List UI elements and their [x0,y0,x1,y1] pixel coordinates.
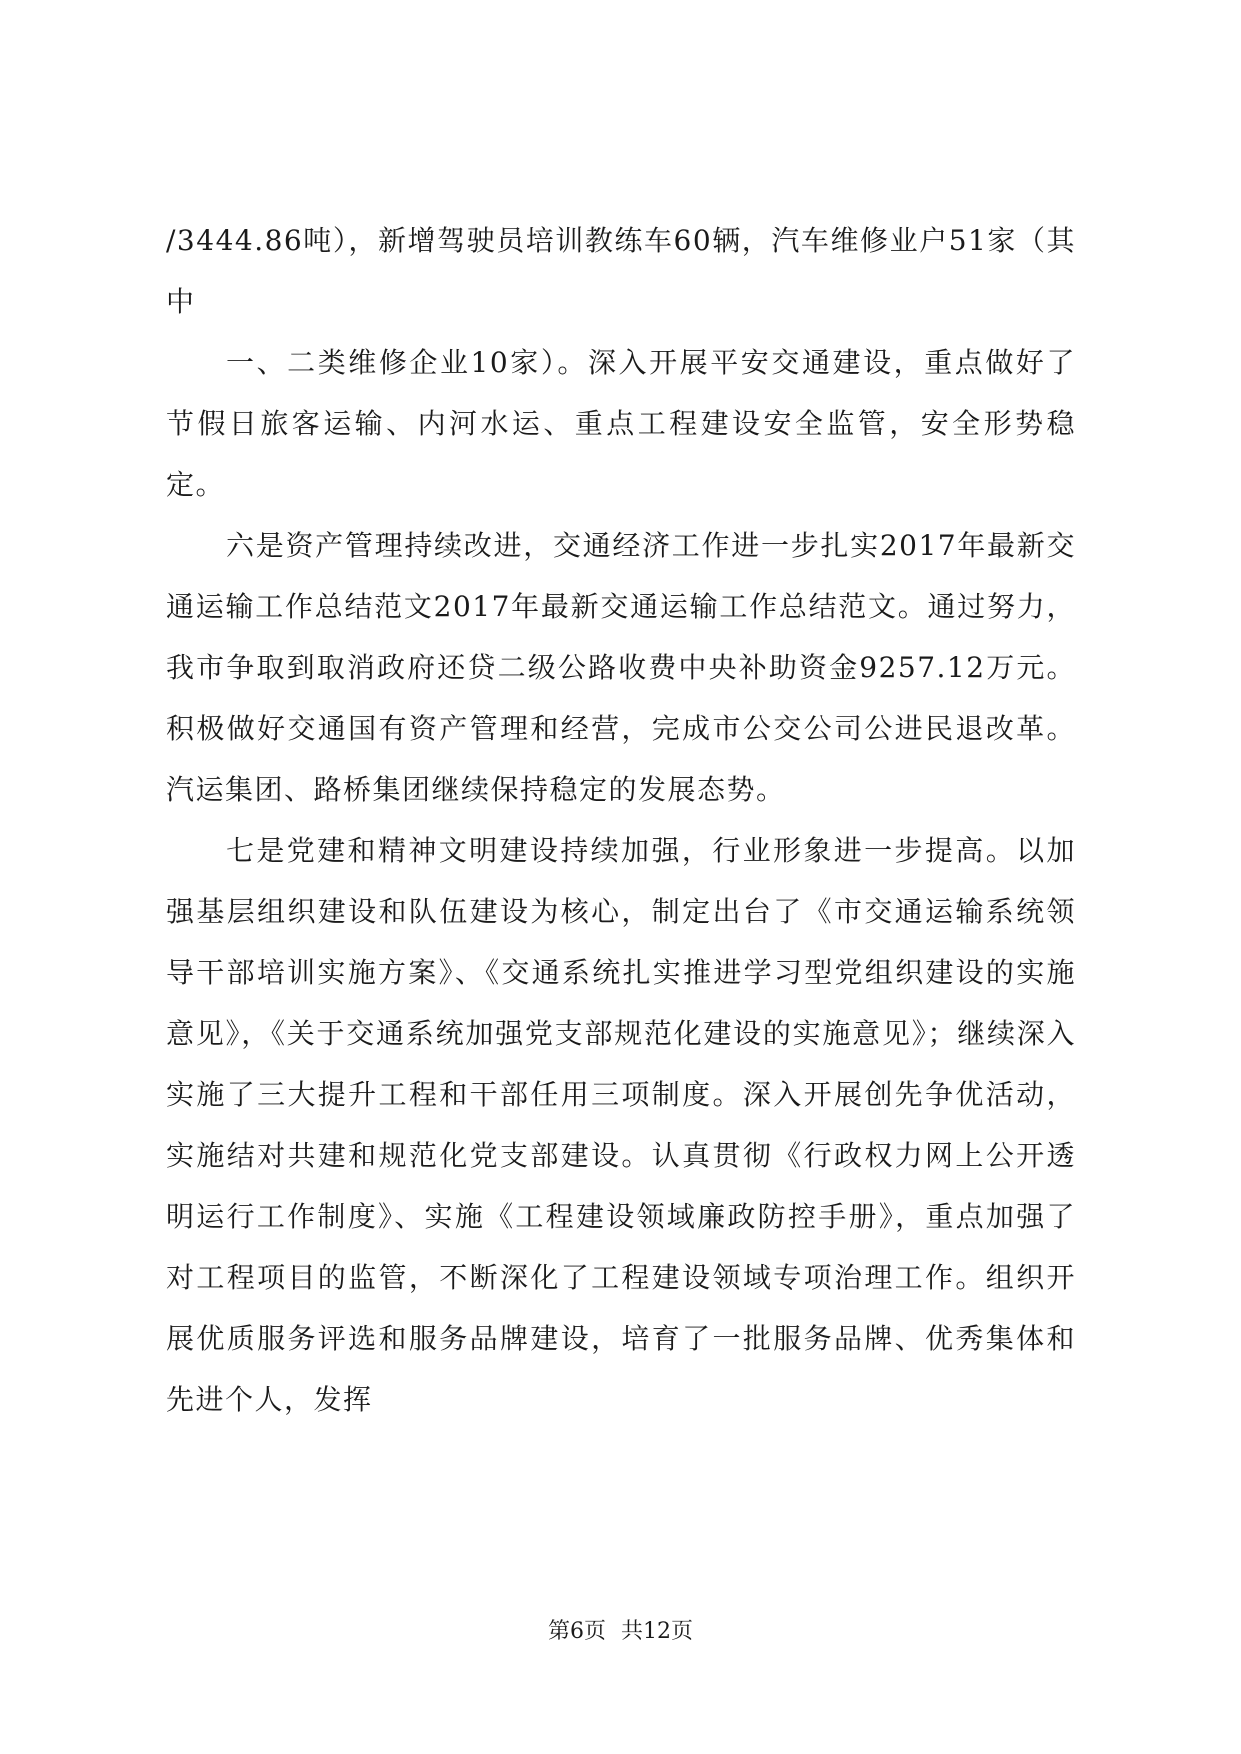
page-footer [0,1617,1241,1647]
paragraph: 七是党建和精神文明建设持续加强，行业形象进一步提高。以加强基层组织建设和队伍建设为核心，制定出台了《市交通运输系统领导干部培训实施方案》、《交通系统扎实推进学习型党组织建设的实施意见》，《关于交通系统加强党支部规范化建设的实施意见》；继续深入实施了三大提升工程和干部任用三项制度。深入开展创先争优活动，实施结对共建和规范化党支部建设。认真贯彻《行政权力网上公开透明运行工作制度》、实施《工程建设领域廉政防控手册》，重点加强了对工程项目的监管，不断深化了工程建设领域专项治理工作。组织开展优质服务评选和服务品牌建设，培育了一批服务品牌、优秀集体和先进个人，发挥 [166,834,1076,1416]
page-total: 共12页 [621,1619,693,1644]
page-number: 第6页 [548,1619,606,1644]
document-body [166,210,1076,1430]
paragraph: 六是资产管理持续改进，交通经济工作进一步扎实2017年最新交通运输工作总结范文2017年最新交通运输工作总结范文。通过努力，我市争取到取消政府还贷二级公路收费中央补助资金9257.12万元。积极做好交通国有资产管理和经营，完成市公交公司公进民退改革。汽运集团、路桥集团继续保持稳定的发展态势。 [166,529,1076,806]
paragraph: 一、二类维修企业10家）。深入开展平安交通建设，重点做好了节假日旅客运输、内河水运、重点工程建设安全监管，安全形势稳定。 [166,346,1076,501]
paragraph: /3444.86吨），新增驾驶员培训教练车60辆，汽车维修业户51家（其中 [166,224,1076,318]
